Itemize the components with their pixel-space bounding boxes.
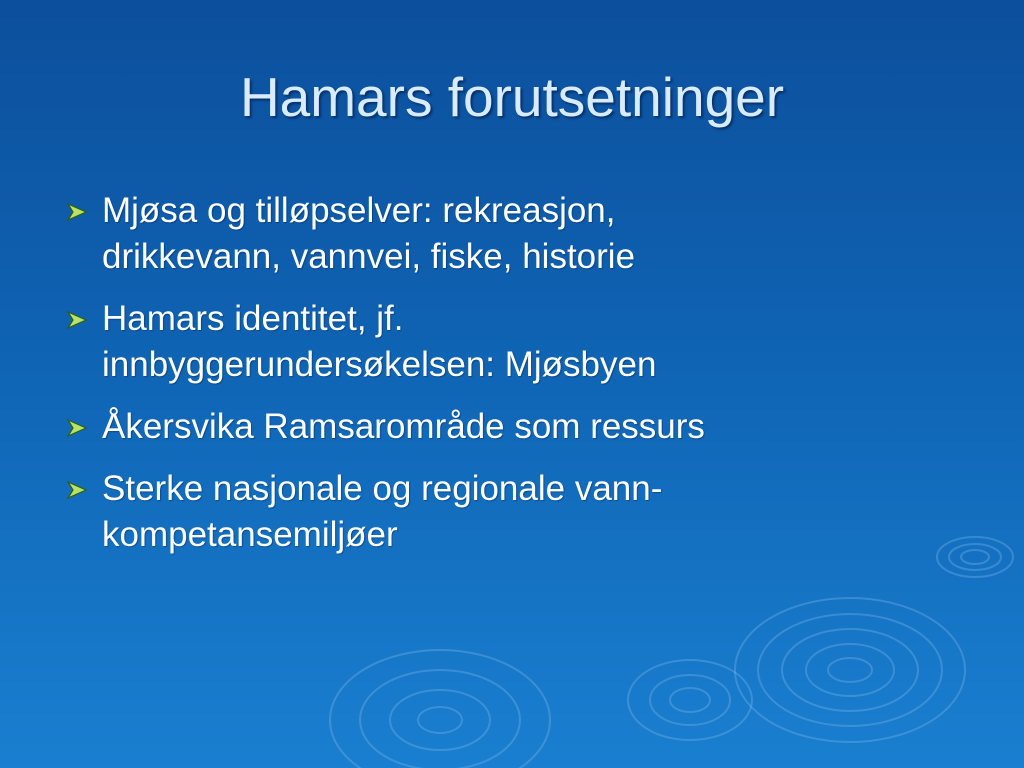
bullet-text-line: kompetansemiljøer bbox=[102, 515, 398, 554]
bullet-text-line: drikkevann, vannvei, fiske, historie bbox=[102, 237, 636, 276]
bullet-item bbox=[64, 466, 964, 558]
bullet-text-line: Mjøsa og tilløpselver: rekreasjon, bbox=[102, 191, 616, 230]
bullet-text-line: Sterke nasjonale og regionale vann- bbox=[102, 469, 663, 508]
bullet-text-line: Åkersvika Ramsarområde som ressurs bbox=[102, 407, 705, 446]
bullet-text-line: Hamars identitet, jf. bbox=[102, 299, 404, 338]
arrow-bullet-icon bbox=[66, 418, 90, 438]
bullet-item bbox=[64, 296, 964, 388]
bullet-text-line: innbyggerundersøkelsen: Mjøsbyen bbox=[102, 345, 657, 384]
bullet-list bbox=[64, 188, 964, 574]
arrow-bullet-icon bbox=[66, 202, 90, 222]
bullet-item bbox=[64, 404, 964, 450]
arrow-bullet-icon bbox=[66, 480, 90, 500]
arrow-bullet-icon bbox=[66, 310, 90, 330]
bullet-item bbox=[64, 188, 964, 280]
slide-title: Hamars forutsetninger bbox=[239, 66, 785, 128]
